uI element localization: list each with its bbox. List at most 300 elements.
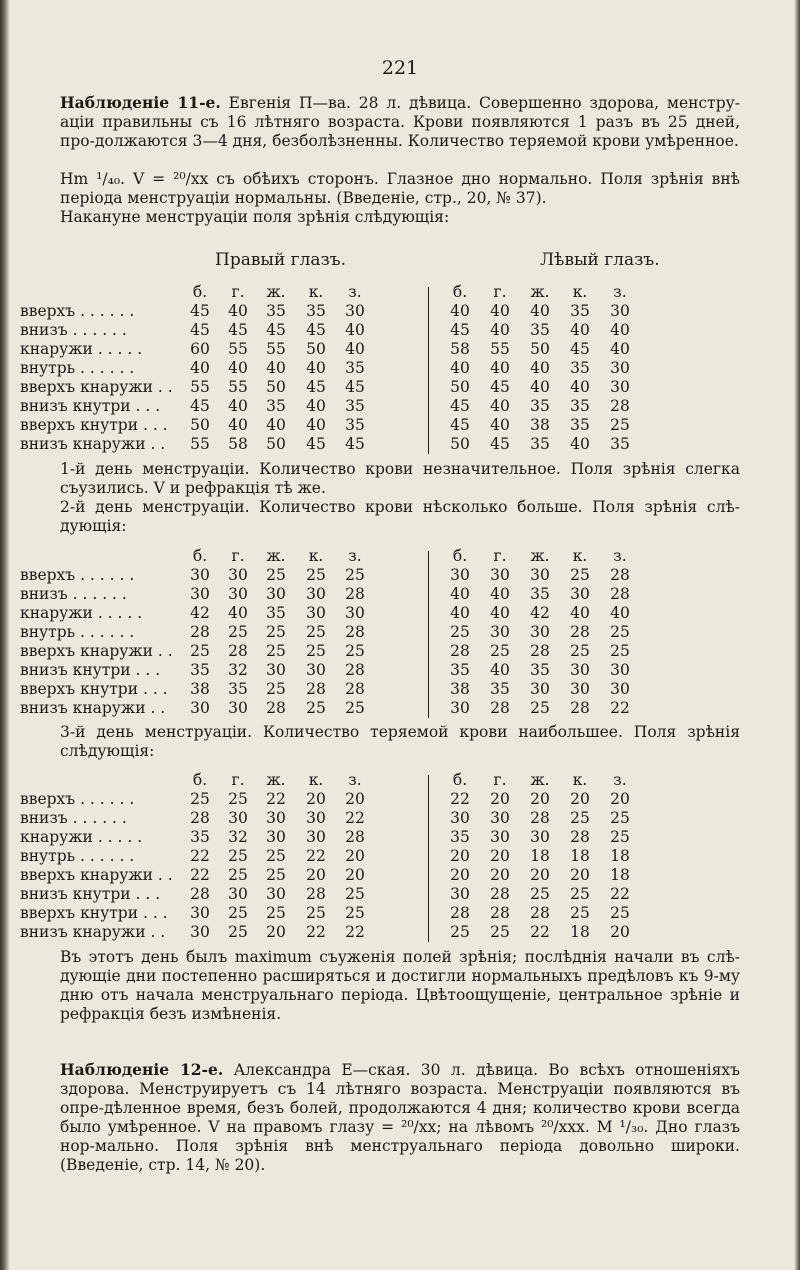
right-eye-cell: 30 (228, 699, 248, 717)
right-eye-cell: 40 (228, 604, 248, 622)
right-eye-cell: 25 (228, 904, 248, 922)
row-label: внутрь . . . . . . (20, 359, 135, 377)
left-eye-cell: 30 (570, 661, 590, 679)
right-eye-cell: 28 (190, 885, 210, 903)
row-label: внизъ кнаружи . . (20, 435, 166, 453)
right-eye-cell: 28 (306, 680, 326, 698)
left-eye-cell: 40 (490, 302, 510, 320)
column-header: з. (348, 283, 362, 301)
right-eye-cell: 30 (190, 923, 210, 941)
table-row (0, 847, 800, 865)
left-eye-cell: 25 (450, 923, 470, 941)
right-eye-cell: 30 (228, 809, 248, 827)
left-eye-cell: 20 (450, 847, 470, 865)
row-label: вверхъ кнаружи . . (20, 642, 173, 660)
right-eye-cell: 30 (266, 828, 286, 846)
row-label: вверхъ кнутри . . . (20, 904, 168, 922)
right-eye-cell: 42 (190, 604, 210, 622)
right-eye-cell: 35 (345, 397, 365, 415)
left-eye-cell: 25 (490, 923, 510, 941)
left-eye-cell: 25 (450, 623, 470, 641)
observation-11-line3: Накануне менструаціи поля зрѣнія слѣдующія: (60, 208, 450, 226)
right-eye-cell: 40 (345, 321, 365, 339)
left-eye-cell: 28 (610, 585, 630, 603)
right-eye-cell: 45 (306, 378, 326, 396)
column-header: г. (493, 547, 507, 565)
observation-11-heading: Наблюденіе 11-е. (60, 93, 221, 112)
left-eye-cell: 40 (490, 416, 510, 434)
left-eye-cell: 38 (450, 680, 470, 698)
right-eye-cell: 28 (345, 680, 365, 698)
observation-11-line2: Hm ¹/₄₀. V = ²⁰/xx съ обѣихъ сторонъ. Глазное дно нормально. Поля зрѣнія внѣ періода менструаціи нормальны. (Введеніе, стр., 20, № 37). (60, 170, 740, 207)
right-eye-cell: 35 (266, 604, 286, 622)
left-eye-cell: 20 (570, 790, 590, 808)
left-eye-cell: 30 (530, 566, 550, 584)
left-eye-cell: 28 (570, 623, 590, 641)
row-label: внутрь . . . . . . (20, 623, 135, 641)
left-eye-cell: 35 (490, 680, 510, 698)
row-label: внизъ кнаружи . . (20, 923, 166, 941)
right-eye-cell: 30 (306, 604, 326, 622)
right-eye-cell: 20 (306, 790, 326, 808)
right-eye-cell: 45 (228, 321, 248, 339)
left-eye-cell: 40 (490, 661, 510, 679)
left-eye-cell: 40 (610, 340, 630, 358)
left-eye-cell: 25 (570, 566, 590, 584)
right-eye-cell: 38 (190, 680, 210, 698)
left-eye-cell: 40 (490, 604, 510, 622)
row-label: внизъ . . . . . . (20, 321, 127, 339)
left-eye-cell: 42 (530, 604, 550, 622)
left-eye-cell: 58 (450, 340, 470, 358)
right-eye-cell: 25 (266, 642, 286, 660)
left-eye-cell: 35 (530, 435, 550, 453)
page-number: 221 (381, 57, 419, 79)
table-row (0, 378, 800, 396)
left-eye-cell: 30 (530, 623, 550, 641)
column-header: з. (348, 547, 362, 565)
left-eye-cell: 28 (530, 642, 550, 660)
left-eye-cell: 20 (570, 866, 590, 884)
left-eye-cell: 45 (570, 340, 590, 358)
left-eye-cell: 35 (570, 416, 590, 434)
column-header: б. (452, 771, 468, 789)
right-eye-cell: 25 (266, 623, 286, 641)
table-row (0, 904, 800, 922)
left-eye-cell: 45 (450, 321, 470, 339)
table-row (0, 566, 800, 584)
column-header: б. (452, 547, 468, 565)
left-eye-cell: 30 (610, 359, 630, 377)
left-eye-cell: 30 (610, 661, 630, 679)
left-eye-cell: 25 (610, 809, 630, 827)
table-row (0, 416, 800, 434)
right-eye-cell: 30 (345, 302, 365, 320)
right-eye-cell: 40 (266, 359, 286, 377)
left-eye-cell: 40 (450, 359, 470, 377)
left-eye-cell: 35 (570, 397, 590, 415)
left-eye-cell: 40 (570, 435, 590, 453)
right-eye-cell: 25 (266, 866, 286, 884)
right-eye-cell: 28 (345, 661, 365, 679)
table-row (0, 885, 800, 903)
right-eye-cell: 25 (228, 847, 248, 865)
right-eye-cell: 25 (266, 566, 286, 584)
left-eye-cell: 25 (570, 809, 590, 827)
column-header-row (0, 283, 800, 301)
column-header: б. (452, 283, 468, 301)
column-header: к. (572, 283, 588, 301)
left-eye-cell: 28 (490, 885, 510, 903)
column-header: б. (192, 547, 208, 565)
table-row (0, 680, 800, 698)
right-eye-cell: 55 (228, 340, 248, 358)
right-eye-cell: 50 (266, 435, 286, 453)
table-row (0, 923, 800, 941)
left-eye-cell: 40 (450, 302, 470, 320)
right-eye-cell: 30 (266, 809, 286, 827)
column-header: г. (493, 283, 507, 301)
right-eye-cell: 45 (345, 435, 365, 453)
observation-12-heading: Наблюденіе 12-е. (60, 1060, 224, 1079)
right-eye-cell: 28 (345, 623, 365, 641)
right-eye-cell: 55 (228, 378, 248, 396)
right-eye-cell: 25 (345, 699, 365, 717)
table-row (0, 809, 800, 827)
observation-11-body: Евгенія П—ва. 28 л. дѣвица. Совершенно здорова, менстру-аціи правильны съ 16 лѣтняго возраста. Крови появляются 1 разъ въ 25 дней, про-должаются 3—4 дня, безболѣзненны. Количество теряемой крови умѣренное. (60, 94, 740, 150)
right-eye-cell: 35 (190, 828, 210, 846)
table-divider (428, 775, 429, 942)
left-eye-cell: 30 (570, 585, 590, 603)
right-eye-cell: 35 (345, 359, 365, 377)
right-eye-cell: 25 (306, 623, 326, 641)
table-row (0, 321, 800, 339)
left-eye-cell: 25 (610, 416, 630, 434)
right-eye-cell: 30 (228, 885, 248, 903)
left-eye-cell: 20 (490, 790, 510, 808)
left-eye-cell: 40 (490, 321, 510, 339)
left-eye-cell: 38 (530, 416, 550, 434)
left-eye-cell: 25 (570, 642, 590, 660)
right-eye-cell: 22 (190, 847, 210, 865)
left-eye-cell: 40 (610, 321, 630, 339)
left-eye-cell: 20 (450, 866, 470, 884)
right-eye-cell: 35 (190, 661, 210, 679)
column-header: г. (493, 771, 507, 789)
left-eye-cell: 35 (570, 302, 590, 320)
right-eye-cell: 30 (266, 585, 286, 603)
left-eye-cell: 22 (610, 885, 630, 903)
column-header: з. (613, 547, 627, 565)
left-eye-cell: 30 (530, 680, 550, 698)
left-eye-cell: 35 (570, 359, 590, 377)
row-label: кнаружи . . . . . (20, 340, 143, 358)
table-row (0, 340, 800, 358)
column-header: ж. (266, 283, 286, 301)
left-eye-cell: 25 (570, 885, 590, 903)
right-eye-cell: 25 (266, 847, 286, 865)
right-eye-cell: 40 (306, 416, 326, 434)
right-eye-cell: 25 (345, 885, 365, 903)
right-eye-cell: 30 (190, 566, 210, 584)
right-eye-cell: 30 (228, 566, 248, 584)
left-eye-cell: 55 (490, 340, 510, 358)
left-eye-cell: 30 (490, 566, 510, 584)
right-eye-cell: 45 (190, 302, 210, 320)
left-eye-cell: 28 (450, 642, 470, 660)
row-label: внизъ кнутри . . . (20, 397, 161, 415)
right-eye-cell: 20 (266, 923, 286, 941)
right-eye-cell: 20 (306, 866, 326, 884)
table-row (0, 435, 800, 453)
left-eye-cell: 20 (490, 847, 510, 865)
right-eye-cell: 32 (228, 828, 248, 846)
right-eye-cell: 25 (345, 566, 365, 584)
observation-12 (60, 1060, 740, 1175)
right-eye-cell: 55 (266, 340, 286, 358)
right-eye-cell: 30 (266, 661, 286, 679)
table-row (0, 359, 800, 377)
left-eye-cell: 30 (490, 809, 510, 827)
left-eye-cell: 28 (530, 809, 550, 827)
right-eye-cell: 28 (228, 642, 248, 660)
row-label: внизъ . . . . . . (20, 585, 127, 603)
right-eye-cell: 30 (306, 809, 326, 827)
right-eye-cell: 45 (266, 321, 286, 339)
left-eye-cell: 40 (530, 359, 550, 377)
left-eye-cell: 30 (450, 809, 470, 827)
left-eye-cell: 20 (530, 866, 550, 884)
day2-text: 2-й день менструаціи. Количество крови нѣсколько больше. Поля зрѣнія слѣ-дующія: (60, 498, 740, 535)
left-eye-cell: 28 (530, 904, 550, 922)
table-row (0, 790, 800, 808)
left-eye-cell: 30 (610, 302, 630, 320)
left-eye-cell: 18 (610, 847, 630, 865)
right-eye-cell: 22 (345, 923, 365, 941)
right-eye-heading: Правый глазъ. (215, 250, 347, 270)
table-row (0, 828, 800, 846)
right-eye-cell: 22 (266, 790, 286, 808)
left-eye-cell: 25 (530, 885, 550, 903)
right-eye-cell: 40 (266, 416, 286, 434)
right-eye-cell: 35 (306, 302, 326, 320)
observation-11-intro (60, 93, 740, 151)
table-row (0, 699, 800, 717)
table-row (0, 661, 800, 679)
column-header: ж. (266, 547, 286, 565)
right-eye-cell: 45 (190, 397, 210, 415)
left-eye-cell: 25 (570, 904, 590, 922)
right-eye-cell: 25 (228, 923, 248, 941)
table-row (0, 397, 800, 415)
left-eye-cell: 40 (490, 585, 510, 603)
right-eye-cell: 40 (345, 340, 365, 358)
left-eye-cell: 30 (490, 828, 510, 846)
right-eye-cell: 30 (266, 885, 286, 903)
row-label: вверхъ кнаружи . . (20, 378, 173, 396)
column-header: ж. (530, 771, 550, 789)
left-eye-cell: 45 (490, 378, 510, 396)
left-eye-cell: 25 (610, 642, 630, 660)
left-eye-cell: 40 (490, 359, 510, 377)
right-eye-cell: 28 (266, 699, 286, 717)
right-eye-cell: 25 (228, 866, 248, 884)
row-label: внутрь . . . . . . (20, 847, 135, 865)
right-eye-cell: 28 (190, 809, 210, 827)
table-row (0, 302, 800, 320)
column-header: г. (231, 283, 245, 301)
left-eye-cell: 40 (530, 378, 550, 396)
row-label: вверхъ . . . . . . (20, 302, 135, 320)
left-eye-cell: 50 (450, 378, 470, 396)
left-eye-cell: 28 (570, 699, 590, 717)
table-row (0, 866, 800, 884)
observation-12-body: Александра Е—ская. 30 л. дѣвица. Во всѣхъ отношеніяхъ здорова. Менструируетъ съ 14 лѣтняго возраста. Менструаціи появляются въ опре-дѣленное время, безъ болей, продолжаются 4 дня; количество крови всегда было умѣренное. V на правомъ глазу = ²⁰/xx; на лѣвомъ ²⁰/xxx. M ¹/₃₀. Дно глазъ нор-мально. Поля зрѣнія внѣ менструальнаго періода довольно широки. (Введеніе, стр. 14, № 20). (60, 1061, 740, 1174)
left-eye-cell: 40 (490, 397, 510, 415)
right-eye-cell: 45 (306, 321, 326, 339)
left-eye-cell: 18 (570, 847, 590, 865)
table-divider (428, 551, 429, 718)
right-eye-cell: 40 (306, 359, 326, 377)
right-eye-cell: 20 (345, 866, 365, 884)
left-eye-cell: 25 (490, 642, 510, 660)
left-eye-cell: 28 (490, 699, 510, 717)
right-eye-cell: 30 (306, 585, 326, 603)
left-eye-cell: 20 (530, 790, 550, 808)
row-label: кнаружи . . . . . (20, 604, 143, 622)
right-eye-cell: 25 (345, 904, 365, 922)
left-eye-cell: 30 (530, 828, 550, 846)
right-eye-cell: 45 (345, 378, 365, 396)
left-eye-cell: 25 (610, 828, 630, 846)
right-eye-cell: 20 (345, 790, 365, 808)
right-eye-cell: 25 (306, 566, 326, 584)
row-label: кнаружи . . . . . (20, 828, 143, 846)
row-label: внизъ кнутри . . . (20, 661, 161, 679)
table-divider (428, 287, 429, 454)
left-eye-cell: 28 (610, 397, 630, 415)
right-eye-cell: 35 (266, 397, 286, 415)
right-eye-cell: 30 (306, 661, 326, 679)
left-eye-cell: 35 (530, 661, 550, 679)
right-eye-cell: 25 (306, 904, 326, 922)
left-eye-cell: 30 (450, 699, 470, 717)
row-label: вверхъ . . . . . . (20, 790, 135, 808)
left-eye-cell: 40 (450, 604, 470, 622)
right-eye-cell: 40 (190, 359, 210, 377)
left-eye-cell: 30 (450, 885, 470, 903)
right-eye-cell: 60 (190, 340, 210, 358)
right-eye-cell: 50 (266, 378, 286, 396)
left-eye-cell: 20 (490, 866, 510, 884)
row-label: вверхъ кнутри . . . (20, 680, 168, 698)
left-eye-cell: 35 (530, 321, 550, 339)
right-eye-cell: 28 (345, 585, 365, 603)
left-eye-cell: 35 (530, 585, 550, 603)
column-header: ж. (530, 547, 550, 565)
left-eye-cell: 20 (610, 923, 630, 941)
left-eye-cell: 40 (530, 302, 550, 320)
left-eye-cell: 30 (490, 623, 510, 641)
left-eye-cell: 30 (450, 566, 470, 584)
right-eye-cell: 30 (345, 604, 365, 622)
right-eye-cell: 30 (228, 585, 248, 603)
right-eye-cell: 40 (306, 397, 326, 415)
right-eye-cell: 40 (228, 397, 248, 415)
column-header: ж. (530, 283, 550, 301)
left-eye-cell: 22 (450, 790, 470, 808)
column-header: к. (572, 771, 588, 789)
left-eye-cell: 25 (610, 623, 630, 641)
right-eye-cell: 35 (345, 416, 365, 434)
right-eye-cell: 30 (190, 699, 210, 717)
right-eye-cell: 50 (190, 416, 210, 434)
column-header: ж. (266, 771, 286, 789)
left-eye-cell: 18 (610, 866, 630, 884)
row-label: внизъ кнутри . . . (20, 885, 161, 903)
table-row (0, 604, 800, 622)
left-eye-cell: 40 (610, 604, 630, 622)
right-eye-cell: 32 (228, 661, 248, 679)
left-eye-cell: 28 (570, 828, 590, 846)
left-eye-cell: 45 (450, 416, 470, 434)
right-eye-cell: 25 (190, 790, 210, 808)
left-eye-cell: 30 (610, 680, 630, 698)
column-header: к. (308, 283, 324, 301)
column-header: б. (192, 283, 208, 301)
row-label: внизъ кнаружи . . (20, 699, 166, 717)
left-eye-cell: 40 (570, 378, 590, 396)
left-eye-cell: 28 (610, 566, 630, 584)
column-header: з. (613, 771, 627, 789)
row-label: вверхъ кнаружи . . (20, 866, 173, 884)
left-eye-cell: 18 (530, 847, 550, 865)
right-eye-cell: 40 (228, 359, 248, 377)
column-header-row (0, 771, 800, 789)
right-eye-cell: 25 (345, 642, 365, 660)
right-eye-cell: 50 (306, 340, 326, 358)
right-eye-cell: 45 (306, 435, 326, 453)
row-label: внизъ . . . . . . (20, 809, 127, 827)
right-eye-cell: 25 (306, 642, 326, 660)
table-row (0, 585, 800, 603)
table-row (0, 623, 800, 641)
column-header: к. (572, 547, 588, 565)
right-eye-cell: 35 (266, 302, 286, 320)
right-eye-cell: 30 (190, 585, 210, 603)
left-eye-cell: 35 (610, 435, 630, 453)
left-eye-cell: 50 (530, 340, 550, 358)
left-eye-cell: 45 (450, 397, 470, 415)
right-eye-cell: 58 (228, 435, 248, 453)
left-eye-cell: 35 (450, 828, 470, 846)
right-eye-cell: 25 (190, 642, 210, 660)
right-eye-cell: 20 (345, 847, 365, 865)
right-eye-cell: 25 (266, 904, 286, 922)
left-eye-cell: 25 (530, 699, 550, 717)
left-eye-cell: 28 (450, 904, 470, 922)
column-header: к. (308, 547, 324, 565)
right-eye-cell: 35 (228, 680, 248, 698)
column-header: к. (308, 771, 324, 789)
right-eye-cell: 25 (266, 680, 286, 698)
right-eye-cell: 55 (190, 435, 210, 453)
right-eye-cell: 30 (306, 828, 326, 846)
left-eye-cell: 45 (490, 435, 510, 453)
column-header: г. (231, 547, 245, 565)
left-eye-cell: 30 (570, 680, 590, 698)
day1-text: 1-й день менструаціи. Количество крови незначительное. Поля зрѣнія слегка съузились. V и рефракція тѣ же. (60, 460, 740, 497)
